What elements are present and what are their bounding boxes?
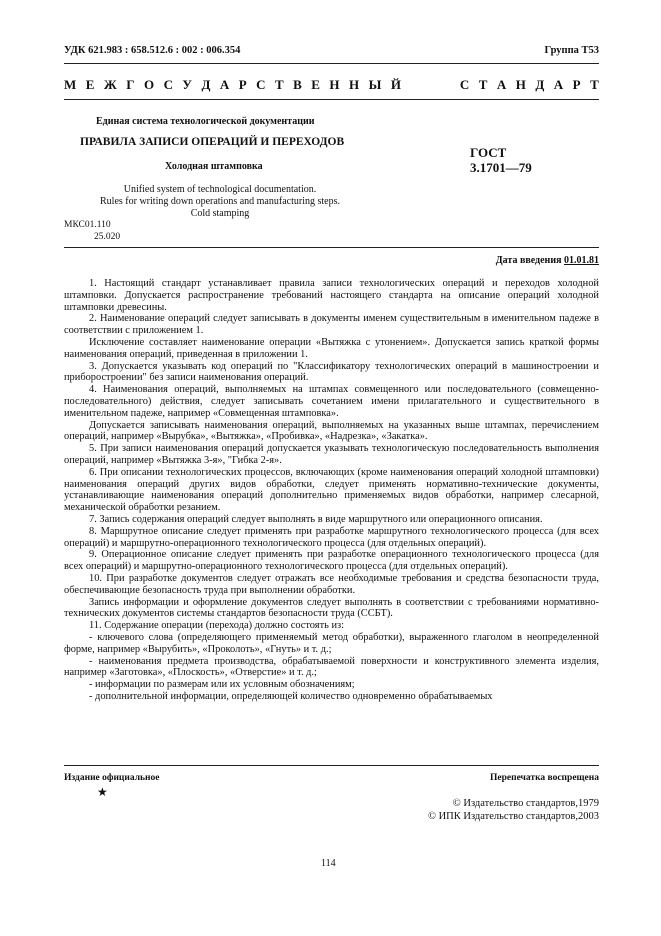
official-edition-label: Издание официальное (64, 773, 160, 783)
heading-letter: Г (126, 77, 135, 92)
reprint-notice: Перепечатка воспрещена (489, 773, 599, 783)
document-subtitle: Холодная штамповка (165, 161, 263, 172)
heading-letter: Н (349, 77, 360, 92)
list-item: - наименования предмета производства, обрабатываемой поверхности и конструктивного элемента изделия, например «Заготовка», «Плоскость», «Отверстие» и т. д.; (64, 655, 599, 679)
introduction-date (496, 255, 599, 266)
heading-letter: С (256, 77, 266, 92)
heading-letter: Й (390, 77, 401, 92)
heading-letter: Е (85, 77, 95, 92)
paragraph: 1. Настоящий стандарт устанавливает правила записи технологических операций и переходов холодной штамповки. Допускается распространение требований настоящего стандарта на описание операций холодной штамповки древесины. (64, 278, 599, 313)
heading-letter: Т (275, 77, 284, 92)
mks-code: МКС01.110 (64, 220, 111, 230)
english-title-line: Cold stamping (190, 208, 250, 219)
date-rule (64, 247, 599, 248)
copyright-line: © ИПК Издательство стандартов,2003 (427, 811, 599, 822)
paragraph: 5. При записи наименования операций допускается указывать технологическую последовательность выполнения операций, например «Вытяжка 3-я», "Гибка 2-я». (64, 443, 599, 466)
group-code: Группа Т53 (544, 45, 599, 56)
page-number: 114 (321, 858, 336, 869)
heading-letter: Т (478, 77, 488, 92)
heading-letter: У (182, 77, 192, 92)
paragraph: Запись информации и оформление документов следует выполнять в соответствии с требованиями нормативно-технических документов системы стандартов безопасности труда (ССБТ). (64, 596, 599, 620)
udk-code: УДК 621.983 : 658.512.6 : 002 : 006.354 (64, 45, 241, 56)
paragraph: 6. При описании технологических процессов, включающих (кроме наименования операций холодной штамповки) наименования операций других видов обработки, следует применять нормативно-технические документы, устанавливающие наименования операций дополнительно применяемых видов обработки, например слесарной, механической обработки резанием. (64, 466, 599, 514)
paragraph: 9. Операционное описание следует применять при разработке операционного технологического процесса (для всех операций) и маршрутно-операционного технологического процесса (для отдельных операций). (64, 549, 599, 573)
mks-codes (64, 219, 120, 243)
heading-letter: С (163, 77, 173, 92)
paragraph: 2. Наименование операций следует записывать в документы именем существительным в именительном падеже в соответствии с приложением 1. (64, 313, 599, 337)
copyright-line: © Издательство стандартов,1979 (452, 798, 599, 809)
top-rule (64, 63, 599, 64)
system-name: Единая система технологической документации (96, 116, 315, 127)
heading-letter: Ы (368, 77, 382, 92)
heading-letter: А (219, 77, 230, 92)
mks-code: 25.020 (94, 232, 121, 242)
heading-letter: Д (201, 77, 211, 92)
heading-letter: Н (515, 77, 526, 92)
english-title-line: Unified system of technological documentation. (123, 184, 317, 195)
english-title (90, 184, 350, 220)
heading-word-gap (410, 77, 450, 93)
heading-letter: Р (572, 77, 581, 92)
paragraph: 11. Содержание операции (перехода) должно состоять из: (89, 620, 345, 632)
gost-number: 3.1701—79 (470, 160, 532, 175)
heading-letter: О (143, 77, 155, 92)
paragraph: 8. Маршрутное описание следует применять при разработке маршрутного технологического процесса (для всех операций) и маршрутно-операционного технологического процесса (для отдельных операций). (64, 525, 599, 549)
list-item: - информации по размерам или их условным обозначениям; (89, 679, 355, 691)
heading-rule (64, 99, 599, 100)
footer-rule (64, 765, 599, 766)
paragraph: Допускается записывать наименования операций, выполняемых на указанных выше штампах, перечислением операций, например «Вырубка», «Вытяжка», «Пробивка», «Надрезка», «Закатка». (64, 419, 599, 443)
heading-letter: М (64, 77, 77, 92)
heading-letter: А (496, 77, 507, 92)
heading-letter: С (459, 77, 470, 92)
heading-letter: Е (311, 77, 320, 92)
list-item: - дополнительной информации, определяющей количество одновременно обрабатываемых (89, 690, 493, 702)
heading-letter: А (553, 77, 564, 92)
heading-letter: В (293, 77, 302, 92)
paragraph: 4. Наименования операций, выполняемых на штампах совмещенного или последовательного (совмещенно-последовательного) действия, следует записывать сочетанием имени прилагательного и существительного в именительном падеже, например «Совмещенная штамповка». (64, 384, 599, 419)
paragraph: 10. При разработке документов следует отражать все необходимые требования и средства безопасности труда, обеспечивающие безопасность труда при выполнении обработки. (64, 572, 599, 596)
heading-letter: Ж (103, 77, 117, 92)
gost-label: ГОСТ (470, 145, 507, 160)
star-icon: ★ (97, 785, 108, 799)
list-item: - ключевого слова (определяющего применяемый метод обработки), выраженного глаголом в неопределенной форме, например «Вырубить», «Проколоть», «Гнуть» и т. д.; (64, 631, 599, 655)
document-body (64, 278, 599, 703)
paragraph: 3. Допускается указывать код операций по "Классификатору технологических операций в машиностроении и приборостроении" без записи наименования операций. (64, 360, 599, 384)
heading-letter: Т (590, 77, 599, 92)
heading-letter: Д (535, 77, 545, 92)
interstate-standard-heading (64, 77, 599, 93)
paragraph: Исключение составляет наименование операции «Вытяжка с утонением». Допускается запись краткой формы наименования операций, приведенная в приложении 1. (64, 336, 599, 360)
heading-letter: Н (329, 77, 340, 92)
document-title: ПРАВИЛА ЗАПИСИ ОПЕРАЦИЙ И ПЕРЕХОДОВ (80, 136, 345, 148)
date-value: 01.01.81 (564, 255, 599, 266)
paragraph: 7. Запись содержания операций следует выполнять в виде маршрутного или операционного описания. (89, 513, 543, 525)
heading-letter: Р (238, 77, 247, 92)
date-label: Дата введения (495, 255, 564, 266)
english-title-line: Rules for writing down operations and manufacturing steps. (100, 196, 340, 207)
